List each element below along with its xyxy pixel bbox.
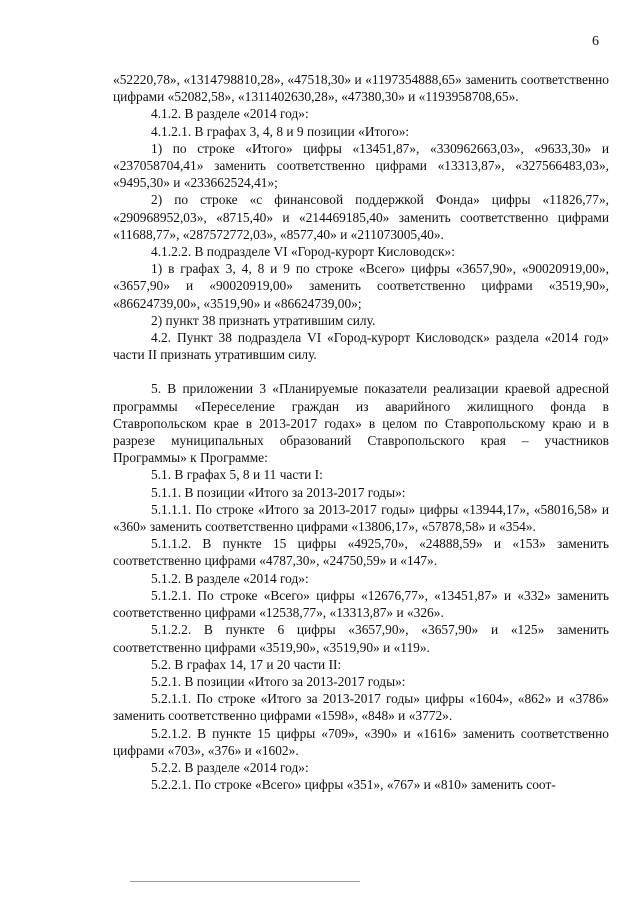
paragraph: 4.1.2.2. В подразделе VI «Город-курорт Кисловодск»: (151, 244, 455, 260)
paragraph: 5.2.1.1. По строке «Итого за 2013-2017 годы» цифры «1604», «862» и «3786» заменить соответственно цифрами «1598», «848» и «3772». (113, 691, 609, 724)
paragraph: 5.2. В графах 14, 17 и 20 части II: (151, 656, 342, 672)
paragraph: 1) в графах 3, 4, 8 и 9 по строке «Всего» цифры «3657,90», «90020919,00», «3657,90» и «90020919,00» заменить соответственно цифрами «3519,90», «86624739,00», «3519,90» и «86624739,00»; (113, 261, 609, 311)
document-body (113, 71, 609, 793)
paragraph-spacer (113, 363, 609, 380)
page-number: 6 (592, 34, 599, 49)
paragraph: 5.1.2.2. В пункте 6 цифры «3657,90», «3657,90» и «125» заменить соответственно цифрами «3519,90», «3519,90» и «119». (113, 622, 609, 655)
paragraph: 5.2.1. В позиции «Итого за 2013-2017 годы»: (151, 673, 406, 689)
paragraph: 5. В приложении 3 «Планируемые показатели реализации краевой адресной программы «Переселение граждан из аварийного жилищного фонда в Ставропольском крае в 2013-2017 годах» в целом по Ставропольскому краю и в разрезе муниципальных образований Ставропольского края – участников Программы» к Программе: (113, 381, 609, 466)
paragraph: 4.1.2. В разделе «2014 год»: (151, 106, 309, 122)
paragraph: 5.1.2. В разделе «2014 год»: (151, 570, 309, 586)
paragraph: 5.2.2.1. По строке «Всего» цифры «351», «767» и «810» заменить соот- (151, 777, 556, 793)
paragraph: 5.1.2.1. По строке «Всего» цифры «12676,77», «13451,87» и «332» заменить соответственно цифрами «12538,77», «13313,87» и «326». (113, 587, 609, 621)
paragraph: «52220,78», «1314798810,28», «47518,30» и «1197354888,65» заменить соответственно цифрами «52082,58», «1311402630,28», «47380,30» и «1193958708,65». (113, 72, 609, 105)
paragraph: 5.1.1.1. По строке «Итого за 2013-2017 годы» цифры «13944,17», «58016,58» и «360» заменить соответственно цифрами «13806,17», «57878,58» и «354». (113, 501, 609, 535)
paragraph: 5.2.1.2. В пункте 15 цифры «709», «390» и «1616» заменить соответственно цифрами «703», «376» и «1602». (113, 725, 609, 758)
paragraph: 5.1.1. В позиции «Итого за 2013-2017 годы»: (151, 484, 406, 500)
paragraph: 4.2. Пункт 38 подраздела VI «Город-курорт Кисловодск» раздела «2014 год» части II признать утратившим силу. (113, 330, 609, 363)
paragraph: 5.2.2. В разделе «2014 год»: (151, 759, 309, 775)
paragraph: 4.1.2.1. В графах 3, 4, 8 и 9 позиции «Итого»: (151, 123, 410, 139)
paragraph: 2) по строке «с финансовой поддержкой Фонда» цифры «11826,77», «290968952,03», «8715,40» и «214469185,40» заменить соответственно цифрами «11688,77», «287572772,03», «8577,40» и «211073005,40». (113, 192, 609, 242)
paragraph: 5.1.1.2. В пункте 15 цифры «4925,70», «24888,59» и «153» заменить соответственно цифрами «4787,30», «24750,59» и «147». (113, 536, 609, 569)
paragraph: 1) по строке «Итого» цифры «13451,87», «330962663,03», «9633,30» и «237058704,41» заменить соответственно цифрами «13313,87», «327566483,03», «9495,30» и «233662524,41»; (113, 140, 609, 191)
footer-rule (130, 881, 360, 882)
paragraph: 5.1. В графах 5, 8 и 11 части I: (151, 467, 323, 483)
paragraph: 2) пункт 38 признать утратившим силу. (151, 312, 376, 328)
